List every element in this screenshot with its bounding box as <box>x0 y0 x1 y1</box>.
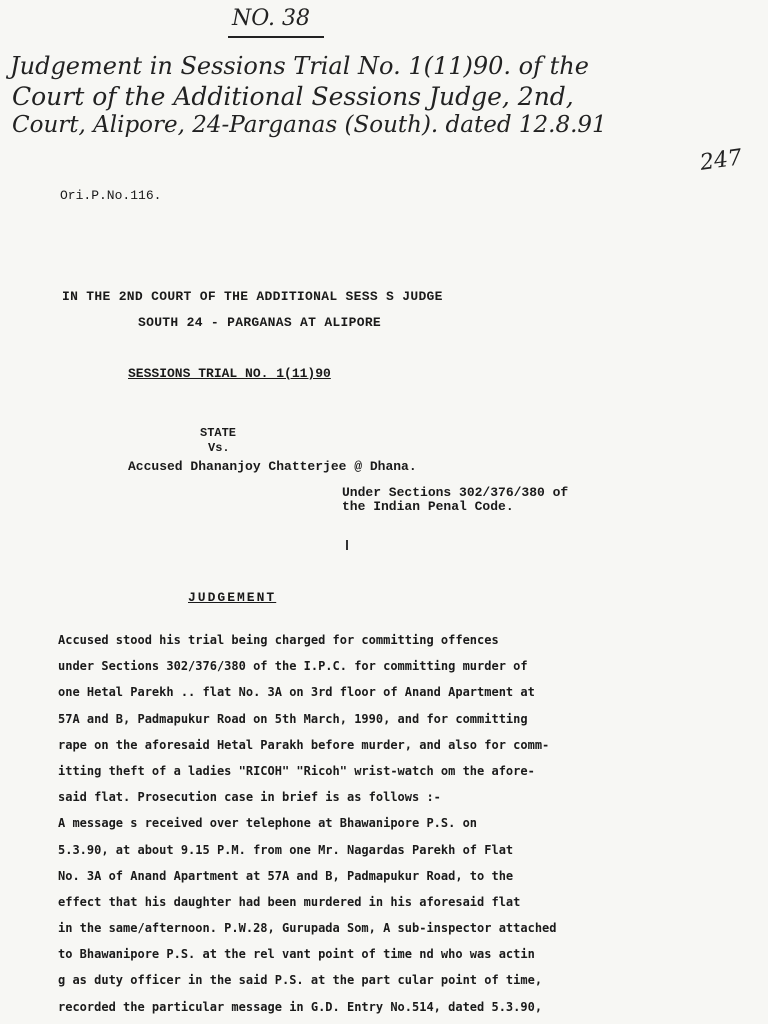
body-line: Accused stood his trial being charged for committing offences <box>58 633 499 647</box>
handwritten-folio-number: 247 <box>698 145 744 176</box>
charge-sections-line-1: Under Sections 302/376/380 of <box>342 485 569 500</box>
handwritten-title-line-2: Court of the Additional Sessions Judge, 2nd, <box>12 82 574 111</box>
handwritten-number: NO. 38 <box>232 6 310 31</box>
charge-sections <box>342 486 568 514</box>
body-line: effect that his daughter had been murdered in his aforesaid flat <box>58 894 521 909</box>
body-line: one Hetal Parekh .. flat No. 3A on 3rd floor of Anand Apartment at <box>58 685 535 700</box>
court-name-line-2: SOUTH 24 - PARGANAS AT ALIPORE <box>138 315 382 330</box>
body-line: in the same/afternoon. P.W.28, Gurupada Som, A sub-inspector attached <box>58 921 557 936</box>
trial-number: SESSIONS TRIAL NO. 1(11)90 <box>128 366 331 381</box>
body-line: under Sections 302/376/380 of the I.P.C. for committing murder of <box>58 659 528 674</box>
body-line: to Bhawanipore P.S. at the rel vant point of time nd who was actin <box>58 947 535 962</box>
body-line: 5.3.90, at about 9.15 P.M. from one Mr. Nagardas Parekh of Flat <box>58 842 514 857</box>
judgement-body <box>58 627 762 1020</box>
stray-mark <box>346 540 348 550</box>
party-state: STATE <box>200 426 237 440</box>
handwritten-number-underline <box>228 36 324 38</box>
body-line: recorded the particular message in G.D. Entry No.514, dated 5.3.90, <box>58 999 543 1014</box>
reference-number: Ori.P.No.116. <box>60 188 162 203</box>
body-line: 57A and B, Padmapukur Road on 5th March, 1990, and for committing <box>58 711 528 726</box>
body-line: g as duty officer in the said P.S. at the part cular point of time, <box>58 973 543 988</box>
handwritten-title-line-1: Judgement in Sessions Trial No. 1(11)90. of the <box>10 52 589 80</box>
party-accused: Accused Dhananjoy Chatterjee @ Dhana. <box>128 459 417 474</box>
charge-sections-line-2: the Indian Penal Code. <box>342 499 514 514</box>
court-name-line-1: IN THE 2ND COURT OF THE ADDITIONAL SESS S JUDGE <box>62 289 443 304</box>
party-versus: Vs. <box>208 441 230 455</box>
body-line: No. 3A of Anand Apartment at 57A and B, Padmapukur Road, to the <box>58 868 514 883</box>
body-line: itting theft of a ladies "RICOH" "Ricoh" wrist-watch om the afore- <box>58 763 535 778</box>
body-line: said flat. Prosecution case in brief is as follows :- <box>58 790 441 805</box>
judgement-heading: JUDGEMENT <box>188 590 277 605</box>
body-line: rape on the aforesaid Hetal Parakh before murder, and also for comm- <box>58 737 550 752</box>
handwritten-title-line-3: Court, Alipore, 24-Parganas (South). dated 12.8.91 <box>12 112 607 138</box>
body-line: A message s received over telephone at Bhawanipore P.S. on <box>58 816 478 831</box>
